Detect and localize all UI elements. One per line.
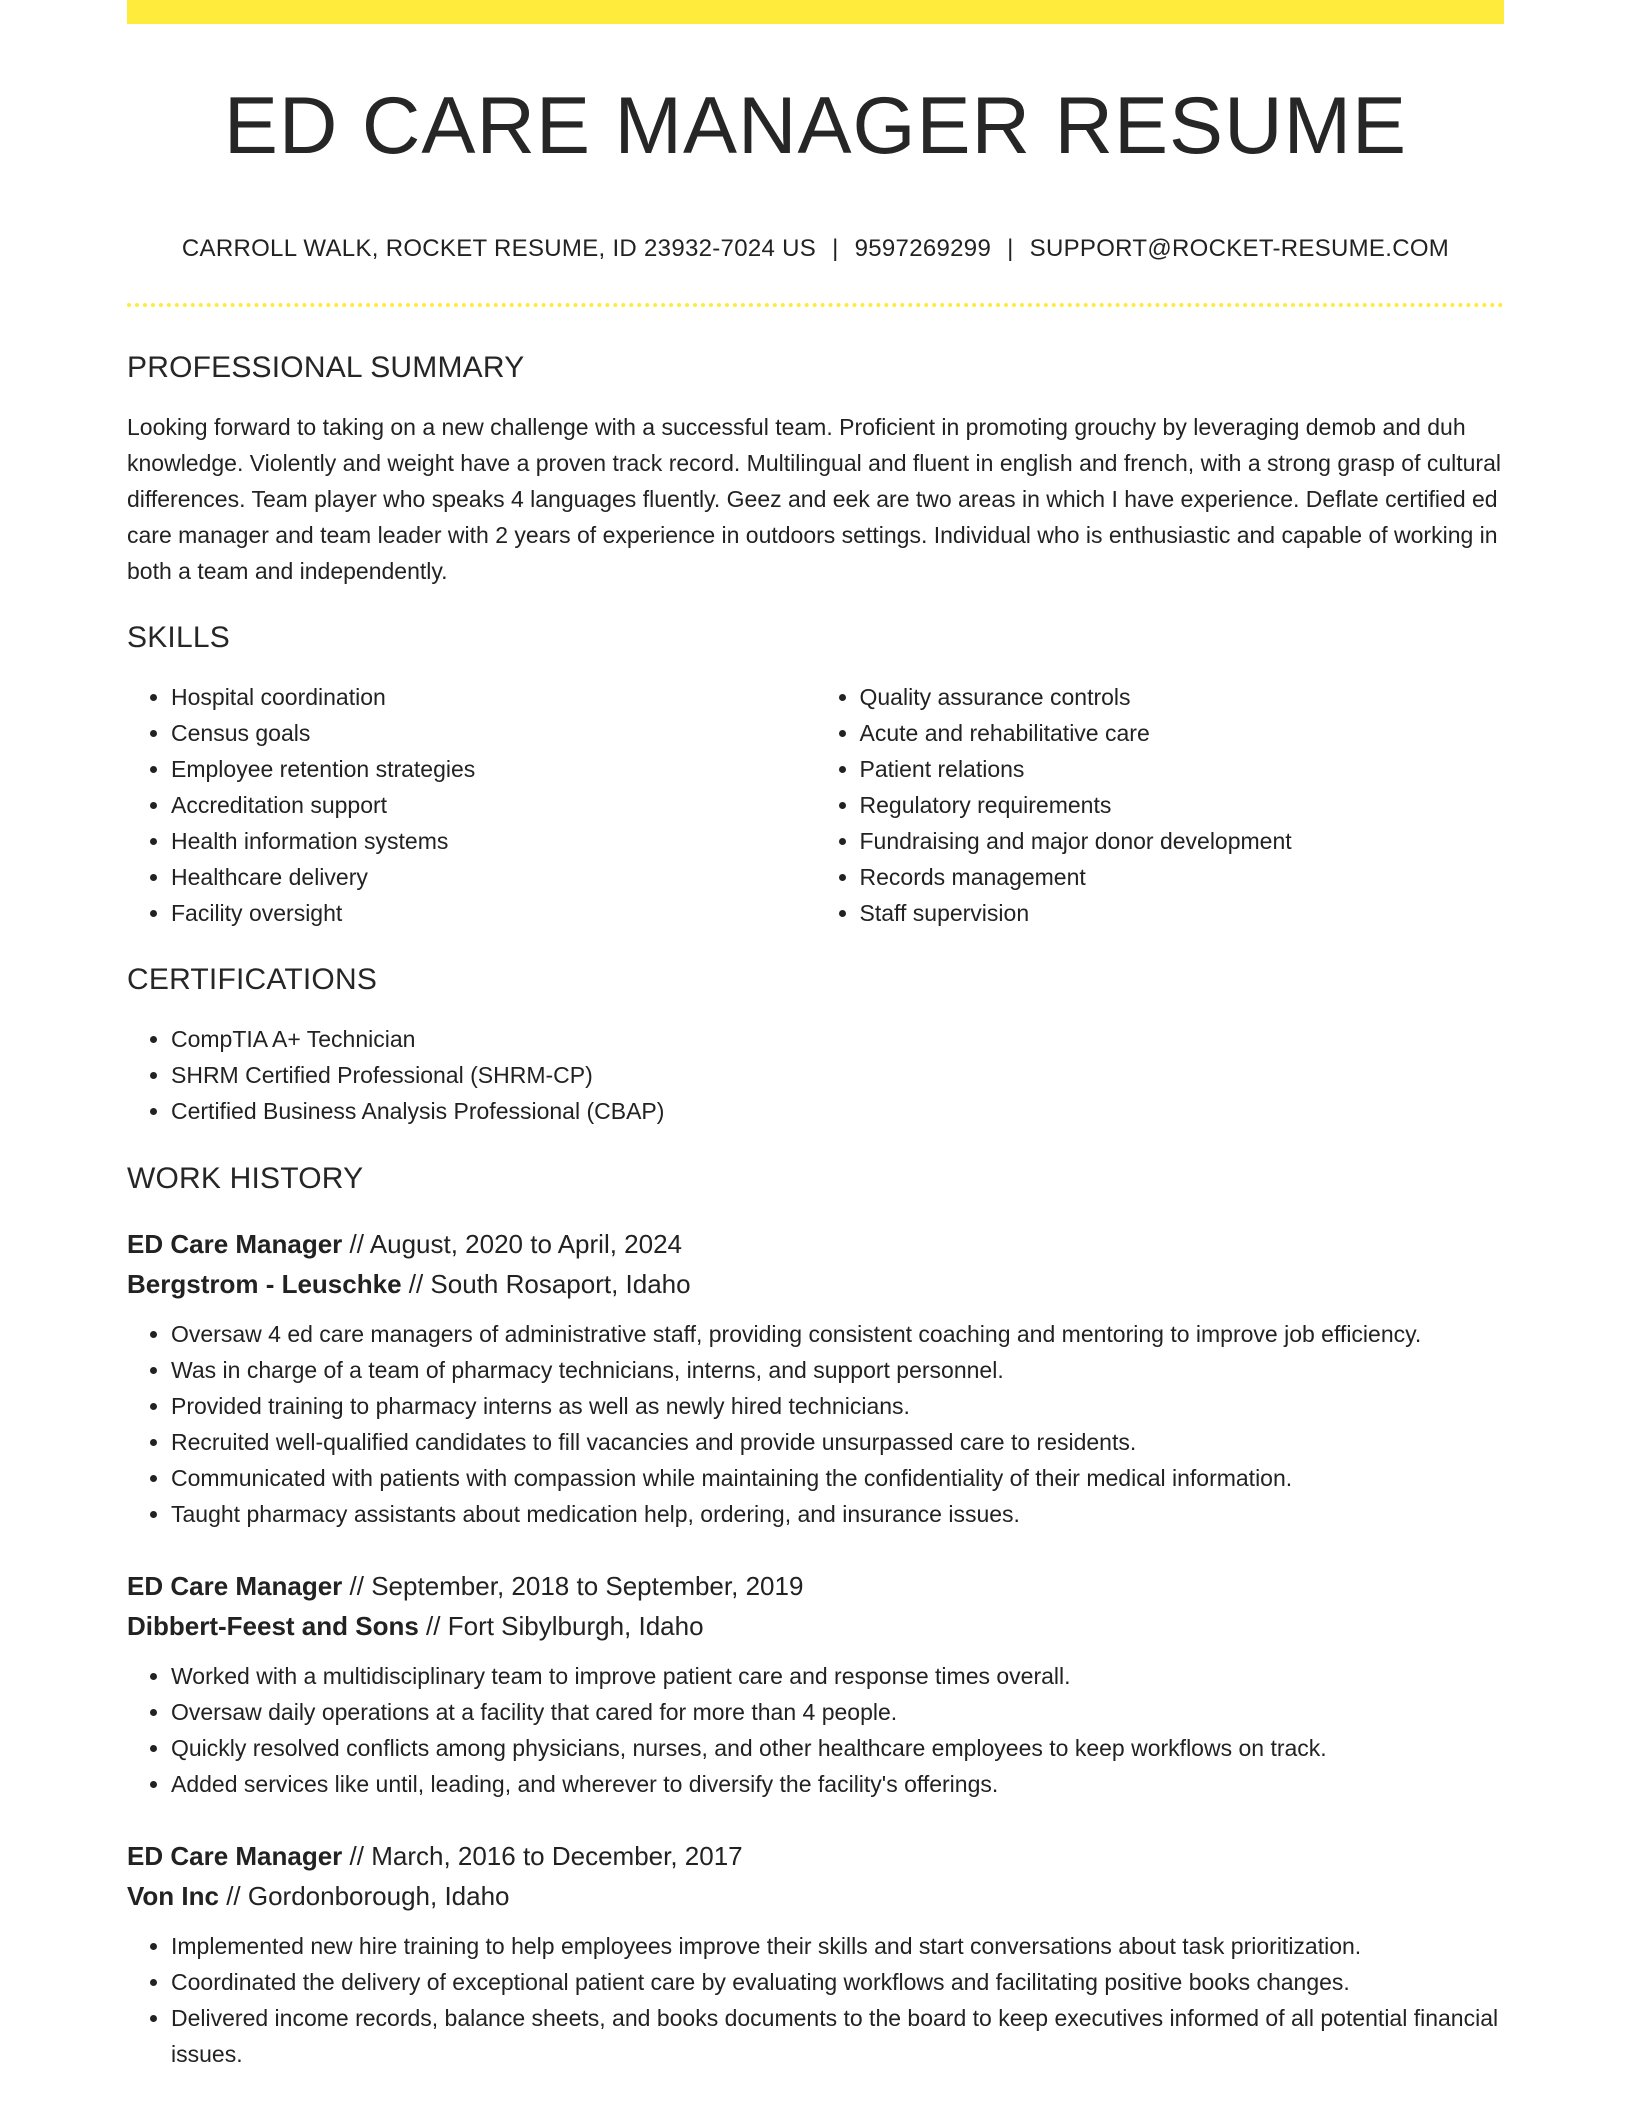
skills-columns [127,679,1504,931]
job-title: ED Care Manager [127,1229,343,1259]
summary-heading: PROFESSIONAL SUMMARY [127,351,525,384]
summary-text: Looking forward to taking on a new challenge with a successful team. Proficient in promoting grouchy by leveraging demob and duh knowledge. Violently and weight have a proven track record. Multilingual and fluent in english and french, with a strong grasp of cultural differences. Team player who speaks 4 languages fluently. Geez and eek are two areas in which I have experience. Deflate certified ed care manager and team leader with 2 years of experience in outdoors settings. Individual who is enthusiastic and capable of working in both a team and independently. [127,414,1501,584]
contact-address: CARROLL WALK, ROCKET RESUME, ID 23932-7024 US [181,235,817,262]
skill-item: • Healthcare delivery [171,859,816,895]
contact-email: SUPPORT@ROCKET-RESUME.COM [1029,235,1450,262]
work-history-heading: WORK HISTORY [127,1162,364,1195]
contact-separator: | [1007,235,1014,262]
job-title-line [127,1566,1504,1606]
job-title-line [127,1836,1504,1876]
certification-item: • SHRM Certified Professional (SHRM-CP) [171,1057,1504,1093]
skill-item: • Fundraising and major donor development [860,823,1505,859]
job-bullet: • Provided training to pharmacy interns as well as newly hired technicians. [171,1388,1504,1424]
job-title: ED Care Manager [127,1571,343,1601]
job-entry [127,1566,1504,1802]
job-bullet: • Was in charge of a team of pharmacy technicians, interns, and support personnel. [171,1352,1504,1388]
certification-item: • CompTIA A+ Technician [171,1021,1504,1057]
job-company-line [127,1606,1504,1646]
job-location: // Fort Sibylburgh, Idaho [418,1611,704,1641]
job-company: Dibbert-Feest and Sons [127,1611,419,1641]
job-bullet: • Quickly resolved conflicts among physicians, nurses, and other healthcare employees to keep workflows on track. [171,1730,1504,1766]
job-title-line [127,1224,1504,1264]
job-bullets [127,1658,1504,1802]
skill-item: • Patient relations [860,751,1505,787]
certifications-list [127,1021,1504,1129]
skill-item: • Regulatory requirements [860,787,1505,823]
job-bullet: • Oversaw 4 ed care managers of administrative staff, providing consistent coaching and mentoring to improve job efficiency. [171,1316,1504,1352]
resume-title: ED CARE MANAGER RESUME [223,81,1408,171]
skill-item: • Accreditation support [171,787,816,823]
job-bullet: • Communicated with patients with compassion while maintaining the confidentiality of their medical information. [171,1460,1504,1496]
job-title: ED Care Manager [127,1841,343,1871]
contact-phone: 9597269299 [854,235,992,262]
skill-item: • Acute and rehabilitative care [860,715,1505,751]
skills-column-left [127,679,816,931]
job-company-line [127,1876,1504,1916]
certification-item: • Certified Business Analysis Professional (CBAP) [171,1093,1504,1129]
skill-item: • Facility oversight [171,895,816,931]
job-bullet: • Implemented new hire training to help employees improve their skills and start conversations about task prioritization. [171,1928,1504,1964]
job-dates: // March, 2016 to December, 2017 [342,1841,743,1871]
skills-column-right [816,679,1505,931]
skill-item: • Census goals [171,715,816,751]
skill-item: • Records management [860,859,1505,895]
skill-item: • Staff supervision [860,895,1505,931]
contact-line [127,237,1504,261]
job-bullet: • Oversaw daily operations at a facility that cared for more than 4 people. [171,1694,1504,1730]
skill-item: • Employee retention strategies [171,751,816,787]
job-dates: // September, 2018 to September, 2019 [342,1571,804,1601]
job-entry [127,1836,1504,2072]
job-company-line [127,1264,1504,1304]
job-bullet: • Added services like until, leading, and wherever to diversify the facility's offerings. [171,1766,1504,1802]
skill-item: • Hospital coordination [171,679,816,715]
certifications-heading: CERTIFICATIONS [127,963,378,996]
job-company: Bergstrom - Leuschke [127,1269,402,1299]
skills-heading: SKILLS [127,621,230,654]
job-entry [127,1224,1504,1532]
job-bullet: • Recruited well-qualified candidates to fill vacancies and provide unsurpassed care to residents. [171,1424,1504,1460]
skill-item: • Quality assurance controls [860,679,1505,715]
job-bullet: • Taught pharmacy assistants about medication help, ordering, and insurance issues. [171,1496,1504,1532]
job-bullets [127,1928,1504,2072]
dotted-divider [127,303,1504,307]
job-dates: // August, 2020 to April, 2024 [342,1229,683,1259]
job-company: Von Inc [127,1881,219,1911]
contact-separator: | [832,235,839,262]
job-bullet: • Delivered income records, balance sheets, and books documents to the board to keep executives informed of all potential financial issues. [171,2000,1504,2072]
job-bullet: • Coordinated the delivery of exceptional patient care by evaluating workflows and facilitating positive books changes. [171,1964,1504,2000]
job-location: // Gordonborough, Idaho [218,1881,510,1911]
skill-item: • Health information systems [171,823,816,859]
resume-page [127,0,1504,2072]
job-location: // South Rosaport, Idaho [401,1269,691,1299]
job-bullet: • Worked with a multidisciplinary team to improve patient care and response times overall. [171,1658,1504,1694]
accent-bar [127,0,1504,24]
job-bullets [127,1316,1504,1532]
